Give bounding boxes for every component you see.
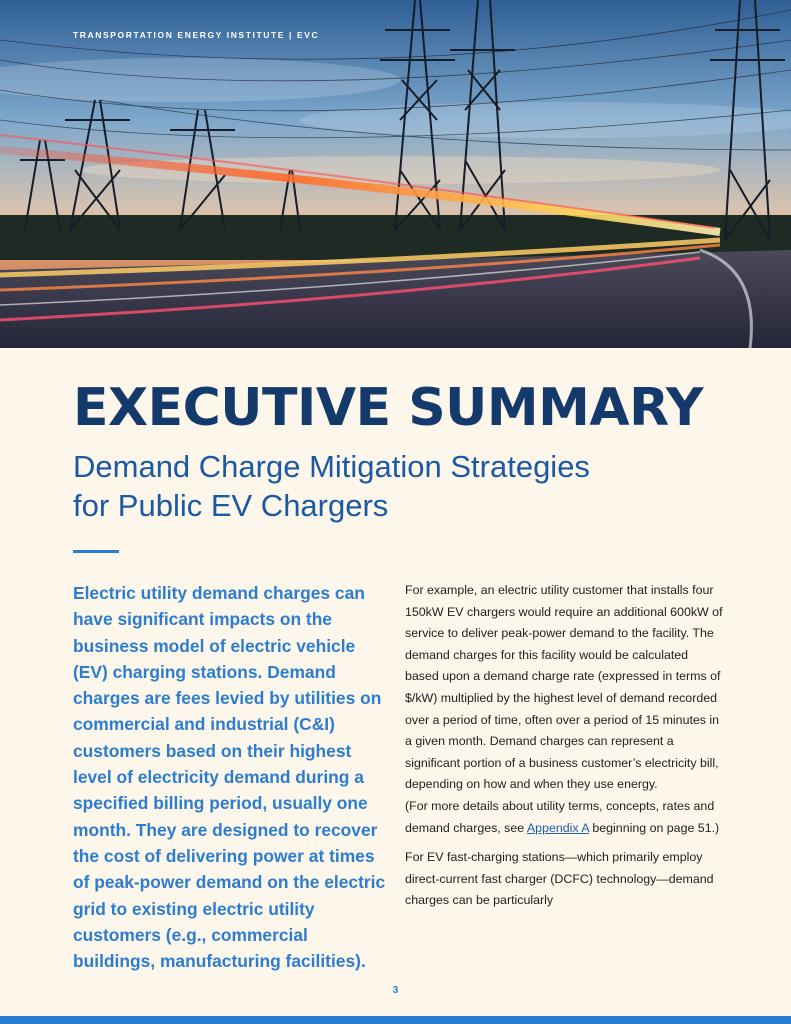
hero-image <box>0 0 791 348</box>
appendix-reference-prefix: (For more details about utility terms, concepts, rates and demand charges, see <box>405 798 715 835</box>
organization-header: TRANSPORTATION ENERGY INSTITUTE | EVC <box>73 30 320 40</box>
subtitle-line-2: for Public EV Chargers <box>73 488 389 523</box>
body-column <box>405 580 723 920</box>
body-paragraph-2: For EV fast-charging stations—which primarily employ direct-current fast charger (DCFC) technology—demand charges can be particularly <box>405 850 714 908</box>
page-title: EXECUTIVE SUMMARY <box>73 378 703 438</box>
hero-illustration <box>0 0 791 348</box>
body-paragraph-1 <box>405 580 723 839</box>
title-divider <box>73 550 119 553</box>
footer-bar <box>0 1016 791 1024</box>
page-number: 3 <box>392 985 399 996</box>
page-subtitle <box>73 447 713 525</box>
appendix-a-link[interactable]: Appendix A <box>526 820 589 835</box>
appendix-reference-suffix: beginning on page 51.) <box>588 820 720 835</box>
subtitle-line-1: Demand Charge Mitigation Strategies <box>73 449 590 484</box>
body-paragraph-1-text: For example, an electric utility customer that installs four 150kW EV chargers would require an additional 600kW of service to deliver peak-power demand to the facility. The demand charges for this facility would be calculated based upon a demand charge rate (expressed in terms of $/kW) multiplied by the highest level of demand recorded over a period of time, often over a period of 15 minutes in a given month. Demand charges can represent a significant portion of a business customer’s electricity bill, depending on how and when they use energy. <box>405 583 723 792</box>
lead-paragraph: Electric utility demand charges can have significant impacts on the business model of electric vehicle (EV) charging stations. Demand charges are fees levied by utilities on commercial and industrial (C&I) customers based on their highest level of electricity demand during a specified billing period, usually one month. They are designed to recover the cost of delivering power at times of peak-power demand on the electric grid to existing electric utility customers (e.g., commercial buildings, manufacturing facilities). <box>73 583 386 972</box>
